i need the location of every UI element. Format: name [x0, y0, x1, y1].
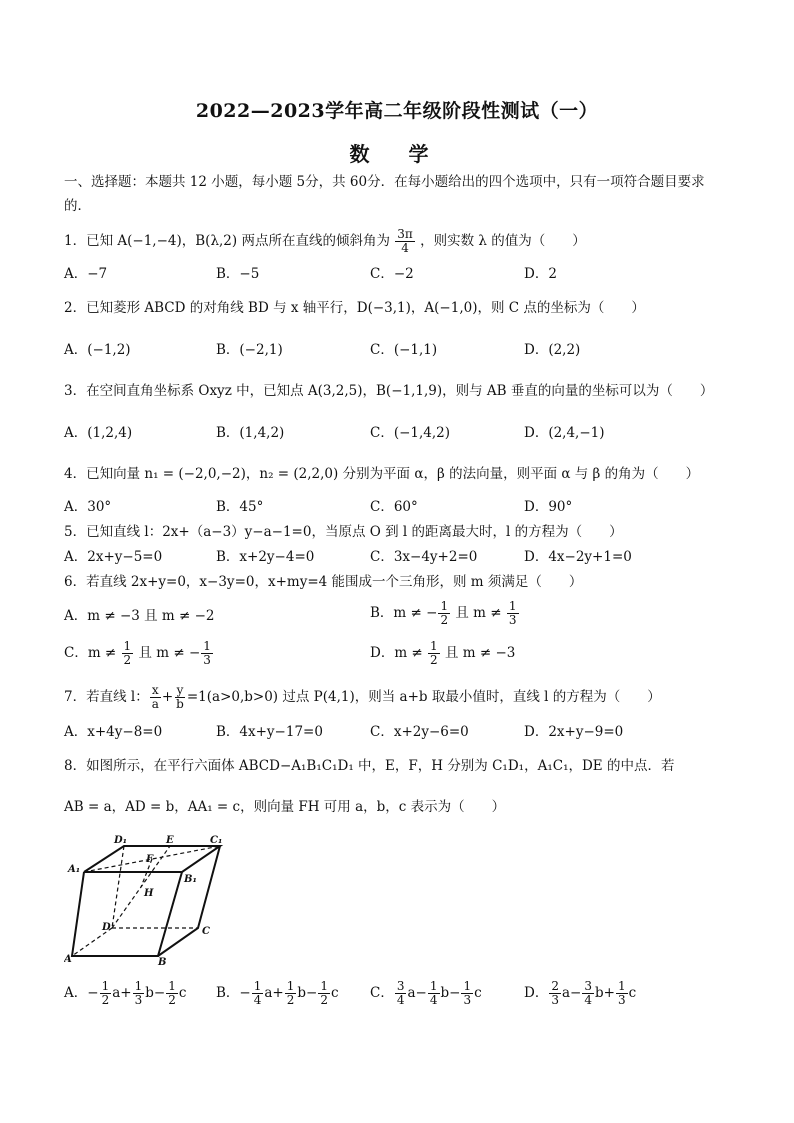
question-4: 4．已知向量 n₁ = (−2,0,−2)，n₂ = (2,2,0) 分别为平面 α，β 的法向量，则平面 α 与 β 的角为（ ） [64, 466, 700, 482]
q8-a-frac1 [100, 980, 112, 1007]
label-B: B [158, 957, 167, 967]
section-intro-line2: 的． [64, 198, 91, 214]
q4-option-b: B．45° [216, 499, 264, 515]
q8-b-f1-den: 4 [253, 993, 262, 1007]
q1-frac-num: 3π [397, 227, 413, 241]
q6-c-frac1 [122, 640, 134, 667]
q1-stem-a: 1．已知 A(−1,−4)，B(λ,2) 两点所在直线的倾斜角为 [64, 233, 390, 249]
q6-b-pre: B．m ≠ − [370, 605, 438, 621]
q8-c-f3-den: 3 [463, 993, 472, 1007]
q8-d-f3-den: 3 [617, 993, 626, 1007]
question-6: 6．若直线 2x+y=0，x−3y=0，x+my=4 能围成一个三角形，则 m 须满足（ ） [64, 574, 583, 590]
q1-option-a: A．−7 [64, 266, 108, 282]
q8-option-a: A．− $\frac{1}{2}$ a+ $\frac{1}{3}$ b− $\frac{1}{2}$ c [64, 979, 187, 1007]
q6-d-mid: 且 m ≠ −3 [440, 645, 516, 661]
q2-option-a: A．(−1,2) [64, 342, 131, 358]
q6-option-d [370, 640, 515, 667]
label-D: D [102, 922, 111, 933]
q8-d-f3-num: 1 [617, 979, 626, 993]
q6-c-frac1-num: 1 [123, 639, 132, 653]
q7-frac-y-den: b [176, 697, 184, 711]
q6-d-frac1 [428, 640, 440, 667]
q8-b-label: B． [216, 985, 240, 1001]
right-face [158, 846, 220, 956]
question-5: 5．已知直线 l：2x+（a−3）y−a−1=0，当原点 O 到 l 的距离最大时，l 的方程为（ ） [64, 524, 623, 540]
q8-option-c: C． $\frac{3}{4}$ a− $\frac{1}{4}$ b− $\frac{1}{3}$ c [370, 979, 482, 1007]
q4-option-a: A．30° [64, 499, 112, 515]
q6-b-frac1-num: 1 [440, 599, 449, 613]
q8-d-label: D． [524, 985, 549, 1001]
q7-plus: + [161, 689, 174, 705]
q8-c-f1-num: 3 [396, 979, 405, 993]
q8-a-f2-num: 1 [134, 979, 143, 993]
q7-stem-a: 7．若直线 l： [64, 689, 149, 705]
q8-a-f2-den: 3 [134, 993, 143, 1007]
q8-b-f2-den: 2 [286, 993, 295, 1007]
q8-d-f1-num: 2 [551, 979, 559, 993]
q5-option-a: A．2x+y−5=0 [64, 549, 163, 565]
q6-c-mid: 且 m ≠ − [134, 645, 201, 661]
q8-b-f2-num: 1 [286, 979, 295, 993]
q6-c-frac2 [201, 640, 213, 667]
label-C: C [202, 926, 210, 937]
q6-d-frac1-den: 2 [430, 653, 438, 667]
question-2: 2．已知菱形 ABCD 的对角线 BD 与 x 轴平行，D(−3,1)，A(−1,0)，则 C 点的坐标为（ ） [64, 300, 645, 316]
q8-b-f1-num: 1 [253, 979, 262, 993]
q8-c-frac2 [428, 980, 440, 1007]
q1-fraction [395, 228, 415, 255]
q7-option-d: D．2x+y−9=0 [524, 724, 624, 740]
q3-option-a: A．(1,2,4) [64, 425, 133, 441]
q8-a-f3-num: 1 [168, 979, 176, 993]
q8-c-f3-num: 1 [463, 979, 472, 993]
label-H: H [144, 888, 154, 899]
q7-frac-x [150, 684, 161, 711]
subject-title: 数 学 [349, 142, 445, 166]
q6-b-frac2 [507, 600, 519, 627]
q8-a-f1-den: 2 [101, 993, 110, 1007]
q8-b-frac2 [285, 980, 297, 1007]
q4-option-c: C．60° [370, 499, 418, 515]
q8-a-frac2 [133, 980, 145, 1007]
section-intro [64, 172, 744, 192]
question-1 [64, 228, 744, 254]
question-7 [64, 684, 744, 718]
question-8-line1: 8．如图所示，在平行六面体 ABCD−A₁B₁C₁D₁ 中，E，F，H 分别为 C₁D₁，A₁C₁，DE 的中点．若 [64, 758, 675, 774]
hidden-edge-dd1 [112, 846, 124, 928]
q8-b-f3-num: 1 [320, 979, 328, 993]
q5-option-b: B．x+2y−4=0 [216, 549, 315, 565]
q1-option-d: D．2 [524, 266, 557, 282]
q2-option-c: C．(−1,1) [370, 342, 438, 358]
q7-frac-x-den: a [151, 697, 159, 711]
q6-option-b [370, 600, 520, 627]
q3-option-d: D．(2,4,−1) [524, 425, 605, 441]
q6-d-pre: D．m ≠ [370, 645, 428, 661]
q8-c-f2-num: 1 [429, 979, 438, 993]
q8-d-f1-den: 3 [551, 993, 559, 1007]
q7-option-c: C．x+2y−6=0 [370, 724, 469, 740]
q4-option-d: D．90° [524, 499, 573, 515]
parallelepiped-figure [64, 832, 224, 967]
q8-c-label: C． [370, 985, 394, 1001]
q3-option-b: B．(1,4,2) [216, 425, 285, 441]
q8-d-f2-den: 4 [584, 993, 592, 1007]
q6-b-frac1 [438, 600, 450, 627]
label-A: A [64, 954, 72, 965]
q8-d-frac2 [582, 980, 594, 1007]
question-8-line2: AB = a，AD = b，AA₁ = c，则向量 FH 可用 a，b，c 表示为（ ） [64, 799, 506, 815]
front-face [72, 872, 182, 956]
q7-frac-x-num: x [151, 683, 159, 697]
q6-b-frac2-num: 1 [508, 599, 517, 613]
label-E: E [166, 835, 174, 846]
q7-frac-y [174, 684, 186, 711]
q6-c-pre: C．m ≠ [64, 645, 121, 661]
page-title: 2022—2023学年高二年级阶段性测试（一） [195, 100, 599, 122]
q6-c-frac2-den: 3 [203, 653, 211, 667]
q6-c-frac2-num: 1 [203, 639, 211, 653]
q6-c-frac1-den: 2 [123, 653, 132, 667]
q8-c-frac3 [461, 980, 473, 1007]
q8-b-frac1 [252, 980, 264, 1007]
label-F: F [146, 854, 154, 865]
q5-option-c: C．3x−4y+2=0 [370, 549, 478, 565]
q5-option-d: D．4x−2y+1=0 [524, 549, 632, 565]
label-C1: C₁ [210, 835, 223, 846]
q7-option-a: A．x+4y−8=0 [64, 724, 163, 740]
q2-option-d: D．(2,2) [524, 342, 581, 358]
q8-c-f1-den: 4 [396, 993, 405, 1007]
q8-a-label: A． [64, 985, 88, 1001]
q6-b-frac2-den: 3 [508, 613, 517, 627]
q1-frac-den: 4 [401, 241, 409, 255]
q2-option-b: B．(−2,1) [216, 342, 283, 358]
label-A1: A₁ [68, 864, 81, 875]
q6-option-a: A．m ≠ −3 且 m ≠ −2 [64, 608, 215, 624]
q6-d-frac1-num: 1 [430, 639, 438, 653]
q7-option-b: B．4x+y−17=0 [216, 724, 323, 740]
q6-option-c [64, 640, 214, 667]
q8-option-d: D． $\frac{2}{3}$ a− $\frac{3}{4}$ b+ $\frac{1}{3}$ c [524, 979, 637, 1007]
q7-stem-b: =1(a>0,b>0) 过点 P(4,1)，则当 a+b 取最小值时，直线 l 的方程为（ ） [186, 689, 661, 705]
q1-stem-b: ，则实数 λ 的值为（ ） [420, 233, 586, 249]
q8-a-f3-den: 2 [168, 993, 176, 1007]
q6-b-mid: 且 m ≠ [451, 605, 506, 621]
q6-options-row2 [64, 640, 744, 672]
q8-a-f1-num: 1 [101, 979, 110, 993]
q8-d-frac1 [549, 980, 561, 1007]
q8-b-f3-den: 2 [320, 993, 328, 1007]
label-D1: D₁ [114, 835, 128, 846]
q8-c-frac1 [395, 980, 407, 1007]
q8-c-f2-den: 4 [429, 993, 438, 1007]
q8-options [64, 980, 744, 1016]
section-intro-line1: 一、选择题：本题共 12 小题，每小题 5分，共 60分．在每小题给出的四个选项中，只有一项符合题目要求 [64, 174, 705, 190]
question-3: 3．在空间直角坐标系 Oxyz 中，已知点 A(3,2,5)，B(−1,1,9)，则与 AB 垂直的向量的坐标可以为（ ） [64, 383, 714, 399]
q8-option-b: B．− $\frac{1}{4}$ a+ $\frac{1}{2}$ b− $\frac{1}{2}$ c [216, 979, 339, 1007]
q6-options-row1 [64, 600, 744, 632]
q7-frac-y-num: y [176, 683, 184, 697]
q6-b-frac1-den: 2 [440, 613, 449, 627]
q8-b-frac3 [318, 980, 330, 1007]
q3-option-c: C．(−1,4,2) [370, 425, 451, 441]
q1-option-c: C．−2 [370, 266, 414, 282]
label-B1: B₁ [184, 874, 197, 885]
q8-a-frac3 [166, 980, 178, 1007]
q8-d-frac3 [616, 980, 628, 1007]
q1-option-b: B．−5 [216, 266, 260, 282]
q8-d-f2-num: 3 [584, 979, 592, 993]
